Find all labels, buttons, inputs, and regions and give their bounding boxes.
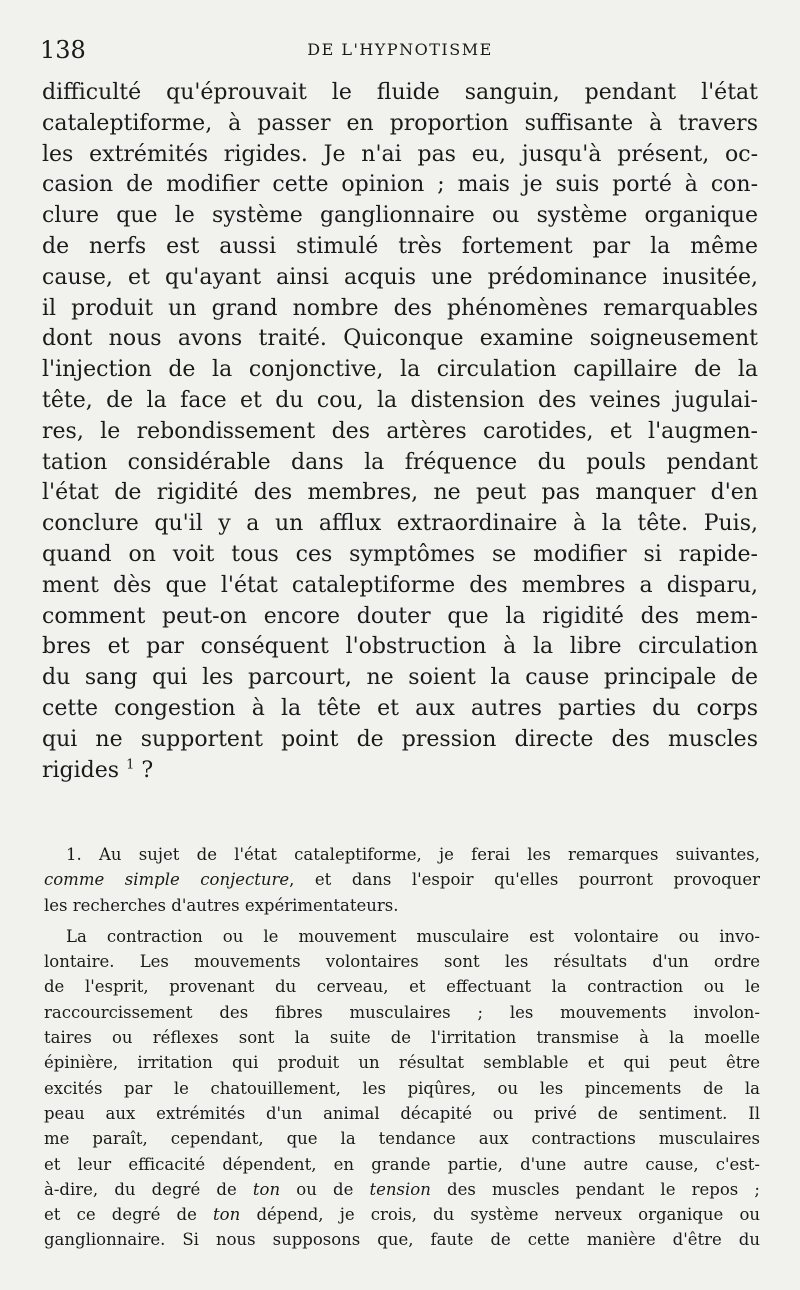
footnote-italic: comme simple conjecture — [44, 870, 290, 890]
footnote-line — [44, 867, 760, 892]
page-header — [40, 36, 760, 66]
footnote-line: ganglionnaire. Si nous supposons que, faute de cette manière d'être du — [44, 1230, 760, 1250]
footnote-line: épinière, irritation qui produit un résultat semblable et qui peut être — [44, 1053, 760, 1073]
footnote-text: , et dans l'espoir qu'elles pourront provoquer — [289, 870, 760, 890]
body-line: dont nous avons traité. Quiconque examine soigneusement — [42, 326, 758, 352]
body-line: conclure qu'il y a un afflux extraordinaire à la tête. Puis, — [42, 511, 758, 537]
body-line: de nerfs est aussi stimulé très fortement par la même — [42, 233, 758, 259]
body-line: difficulté qu'éprouvait le fluide sanguin, pendant l'état — [42, 80, 758, 105]
footnote-line: de l'esprit, provenant du cerveau, et effectuant la contraction ou le — [44, 977, 760, 997]
footnote-line: me paraît, cependant, que la tendance aux contractions musculaires — [44, 1129, 760, 1149]
footnote-number: 1. — [66, 845, 82, 864]
footnote-line: lontaire. Les mouvements volontaires sont les résultats d'un ordre — [44, 952, 760, 972]
body-line: il produit un grand nombre des phénomènes remarquables — [42, 295, 758, 321]
footnote-line: taires ou réflexes sont la suite de l'irritation transmise à la moelle — [44, 1028, 760, 1048]
footnote-line: La contraction ou le mouvement musculaire est volontaire ou invo- — [66, 926, 760, 946]
body-line: clure que le système ganglionnaire ou système organique — [42, 203, 758, 229]
body-last-line — [42, 756, 758, 787]
body-line: l'injection de la conjonctive, la circulation capillaire de la — [42, 357, 758, 383]
footnote-line — [44, 842, 760, 867]
body-line: cette congestion à la tête et aux autres parties du corps — [42, 695, 758, 721]
body-line: cataleptiforme, à passer en proportion suffisante à travers — [42, 110, 758, 136]
footnote-italic-tension: tension — [369, 1179, 431, 1199]
body-line: ment dès que l'état cataleptiforme des membres a disparu, — [42, 572, 758, 598]
footnote-italic-ton: ton — [213, 1205, 241, 1225]
footnote-line: peau aux extrémités d'un animal décapité ou privé de sentiment. Il — [44, 1103, 760, 1123]
footnote-line — [44, 1177, 760, 1202]
footnote-text: et ce degré de — [44, 1205, 214, 1225]
footnote-text: Au sujet de l'état cataleptiforme, je ferai les remarques suivantes, — [81, 845, 760, 864]
body-line: tête, de la face et du cou, la distension des veines jugulai- — [42, 387, 758, 413]
footnote-line: les recherches d'autres expérimentateurs. — [44, 895, 399, 915]
footnote-text: dépend, je crois, du système nerveux organique ou — [240, 1205, 760, 1225]
footnote-text: des muscles pendant le repos ; — [430, 1179, 760, 1199]
body-line: casion de modifier cette opinion ; mais je suis porté à con- — [42, 172, 758, 198]
footnote-line — [44, 1202, 760, 1227]
body-line: du sang qui les parcourt, ne soient la cause principale de — [42, 665, 758, 691]
footnote-line: raccourcissement des fibres musculaires ; les mouvements involon- — [44, 1002, 760, 1022]
body-line: qui ne supportent point de pression directe des muscles — [42, 726, 758, 752]
last-line-text: rigides — [42, 757, 120, 783]
body-line: tation considérable dans la fréquence du pouls pendant — [42, 449, 758, 475]
footnote — [44, 842, 760, 1253]
footnote-text: à-dire, du degré de — [44, 1179, 253, 1199]
main-text — [42, 78, 758, 786]
body-line: res, le rebondissement des artères carotides, et l'augmen- — [42, 418, 758, 444]
footnote-reference: 1 — [126, 757, 135, 773]
footnote-line: excités par le chatouillement, les piqûres, ou les pincements de la — [44, 1078, 760, 1098]
footnote-line: et leur efficacité dépendent, en grande partie, d'une autre cause, c'est- — [44, 1154, 760, 1174]
footnote-italic-ton: ton — [252, 1179, 281, 1199]
body-line: bres et par conséquent l'obstruction à la libre circulation — [42, 634, 758, 660]
body-line: quand on voit tous ces symptômes se modifier si rapide- — [42, 541, 758, 567]
body-line: comment peut-on encore douter que la rigidité des mem- — [42, 603, 758, 629]
body-line: l'état de rigidité des membres, ne peut pas manquer d'en — [42, 480, 758, 506]
footnote-text: ou de — [280, 1179, 370, 1199]
running-title: DE L'HYPNOTISME — [307, 40, 493, 59]
last-line-end: ? — [134, 757, 154, 783]
body-line: cause, et qu'ayant ainsi acquis une prédominance inusitée, — [42, 264, 758, 290]
body-line: les extrémités rigides. Je n'ai pas eu, jusqu'à présent, oc- — [42, 141, 758, 167]
page-number: 138 — [40, 36, 86, 64]
